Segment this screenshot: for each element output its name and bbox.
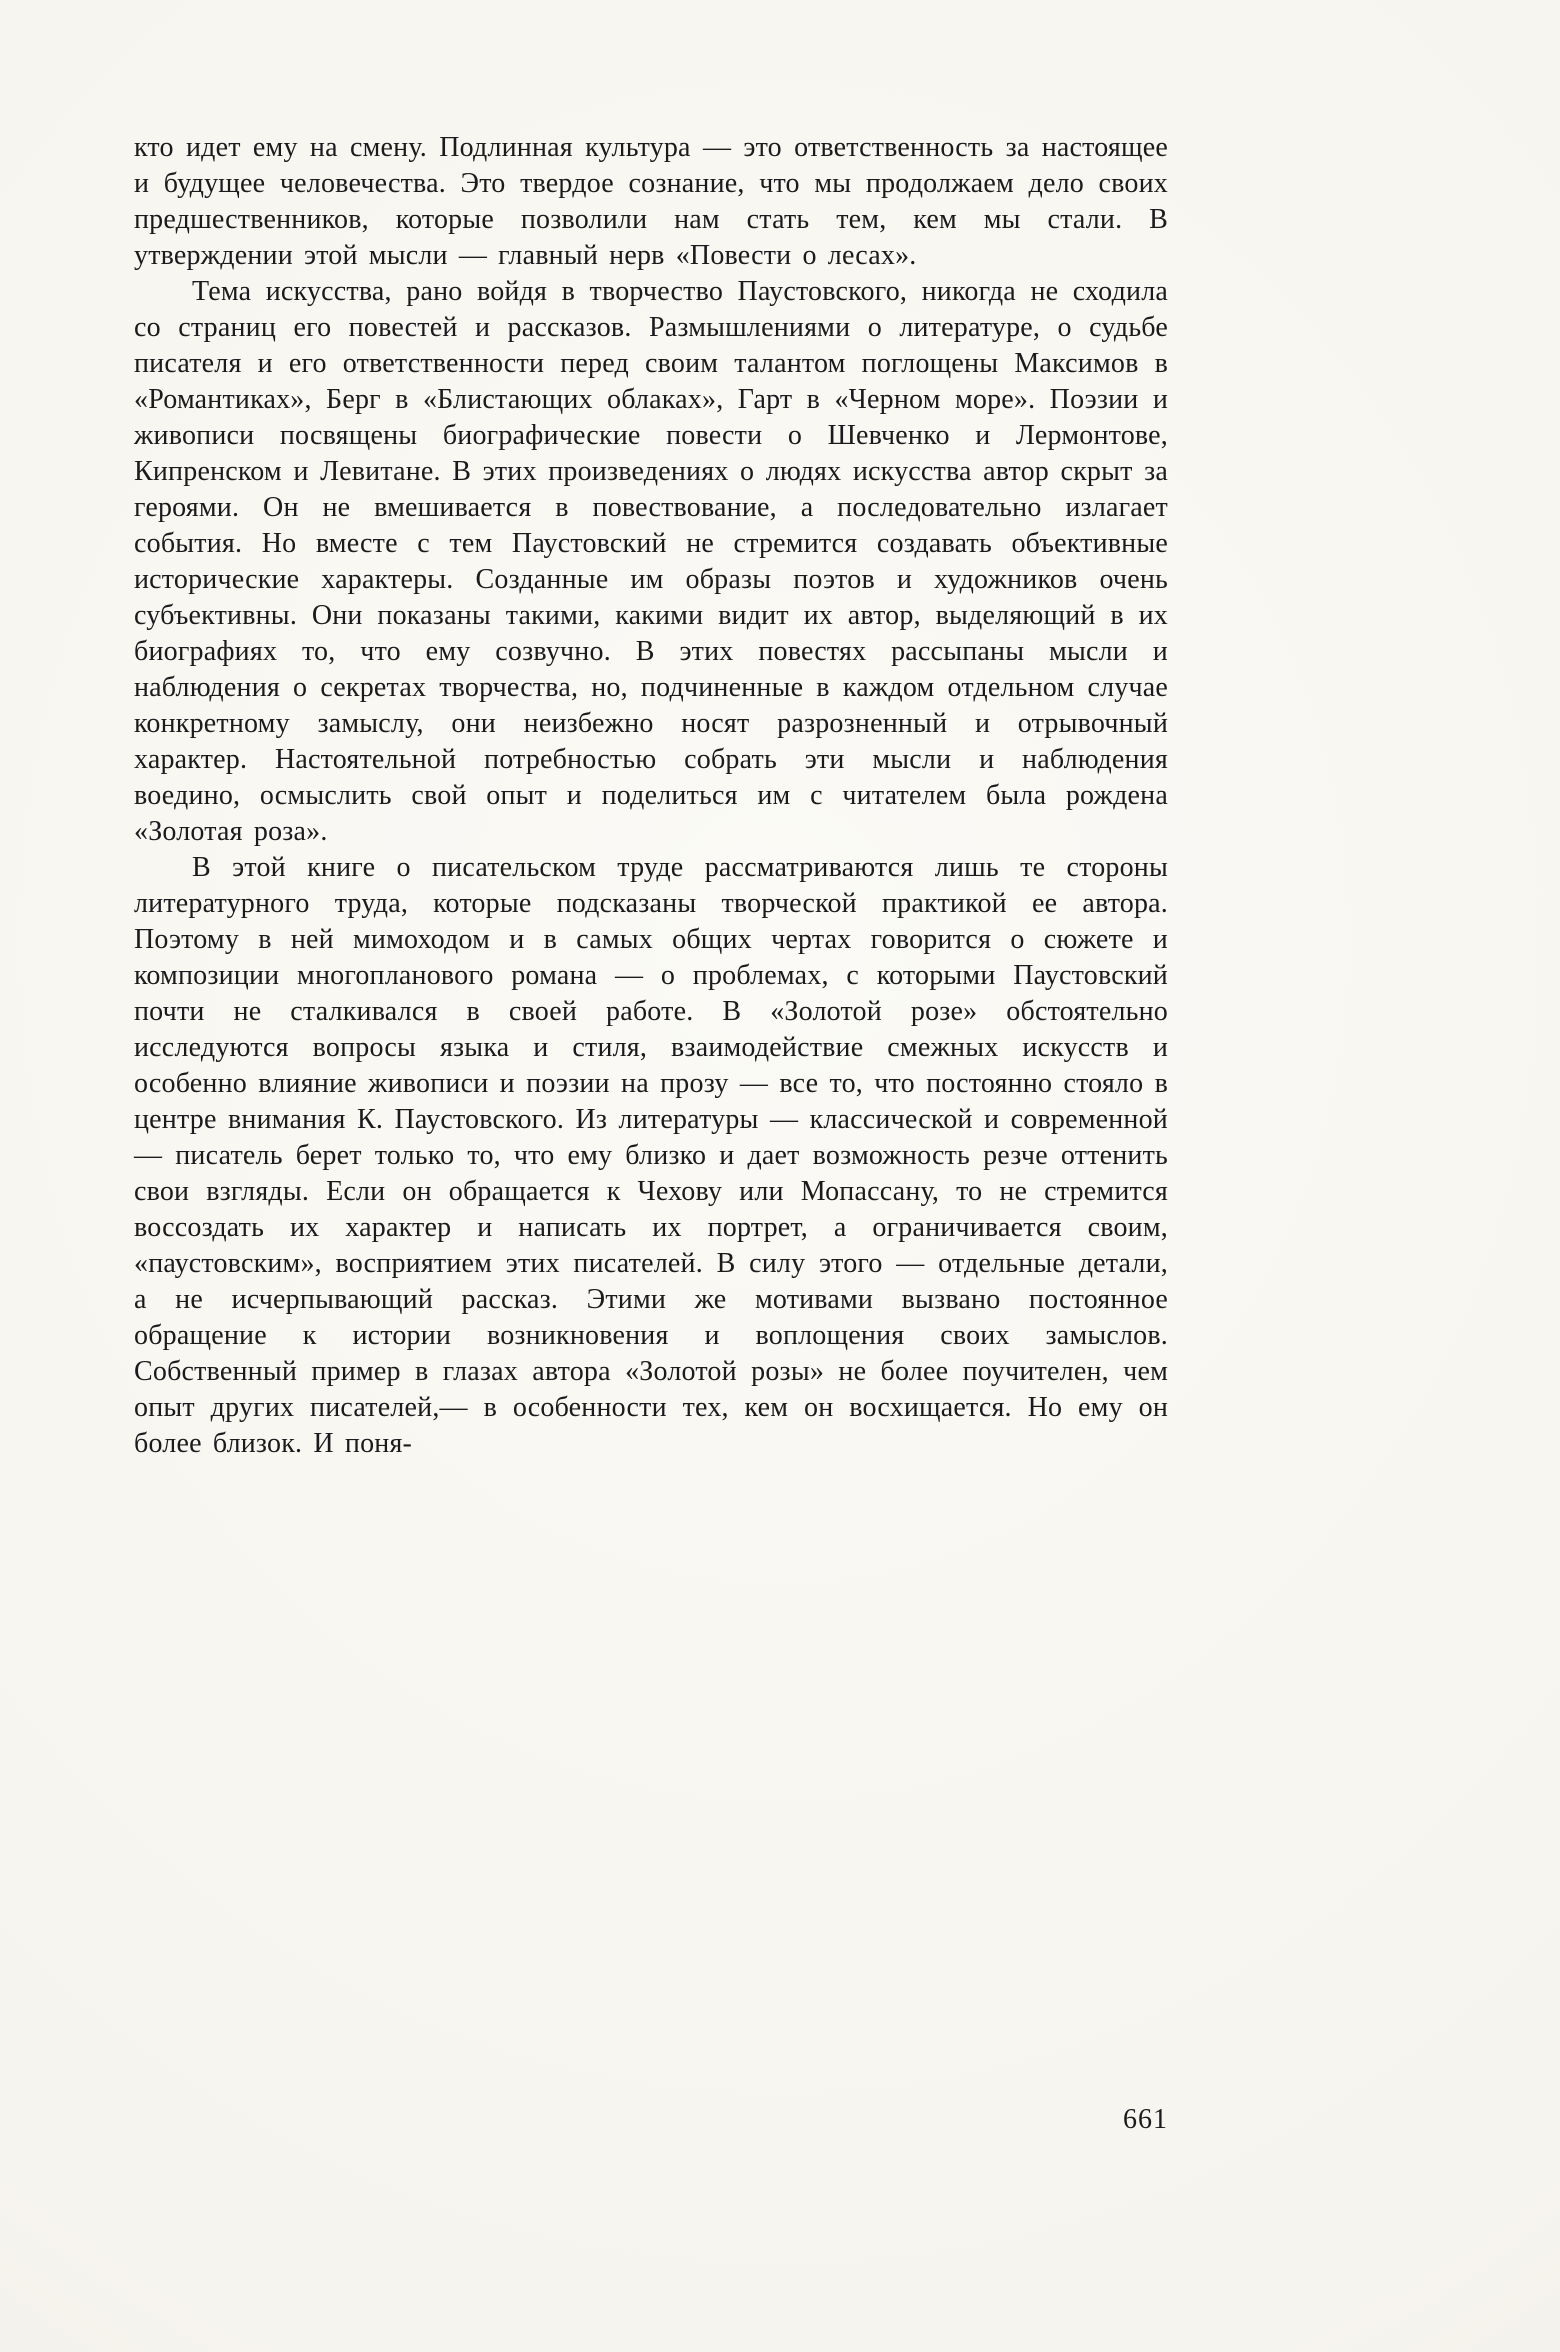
text-block — [134, 130, 1168, 1462]
paragraph-continuation: кто идет ему на смену. Подлинная культура — это ответственность за настоящее и будущее человечества. Это твердое сознание, что мы продолжаем дело своих предшественников, которые позволили нам стать тем, кем мы стали. В утверждении этой мысли — главный нерв «Повести о лесах». — [134, 132, 1168, 271]
paragraph: Тема искусства, рано войдя в творчество Паустовского, никогда не сходила со страниц его повестей и рассказов. Размышлениями о литературе, о судьбе писателя и его ответственности перед своим талантом поглощены Максимов в «Романтиках», Берг в «Блистающих облаках», Гарт в «Черном море». Поэзии и живописи посвящены биографические повести о Шевченко и Лермонтове, Кипренском и Левитане. В этих произведениях о людях искусства автор скрыт за героями. Он не вмешивается в повествование, а последовательно излагает события. Но вместе с тем Паустовский не стремится создавать объективные исторические характеры. Созданные им образы поэтов и художников очень субъективны. Они показаны такими, какими видит их автор, выделяющий в их биографиях то, что ему созвучно. В этих повестях рассыпаны мысли и наблюдения о секретах творчества, но, подчиненные в каждом отдельном случае конкретному замыслу, они неизбежно носят разрозненный и отрывочный характер. Настоятельной потребностью собрать эти мысли и наблюдения воедино, осмыслить свой опыт и поделиться им с читателем была рождена «Золотая роза». — [134, 276, 1168, 847]
paragraph: В этой книге о писательском труде рассматриваются лишь те стороны литературного труда, которые подсказаны творческой практикой ее автора. Поэтому в ней мимоходом и в самых общих чертах говорится о сюжете и композиции многопланового романа — о проблемах, с которыми Паустовский почти не сталкивался в своей работе. В «Золотой розе» обстоятельно исследуются вопросы языка и стиля, взаимодействие смежных искусств и особенно влияние живописи и поэзии на прозу — все то, что постоянно стояло в центре внимания К. Паустовского. Из литературы — классической и современной — писатель берет только то, что ему близко и дает возможность резче оттенить свои взгляды. Если он обращается к Чехову или Мопассану, то не стремится воссоздать их характер и написать их портрет, а ограничивается своим, «паустовским», восприятием этих писателей. В силу этого — отдельные детали, а не исчерпывающий рассказ. Этими же мотивами вызвано постоянное обращение к истории возникновения и воплощения своих замыслов. Собственный пример в глазах автора «Золотой розы» не более поучителен, чем опыт других писателей,— в особенности тех, кем он восхищается. Но ему он более близок. И поня- — [134, 852, 1168, 1459]
page-number: 661 — [1123, 2104, 1168, 2135]
